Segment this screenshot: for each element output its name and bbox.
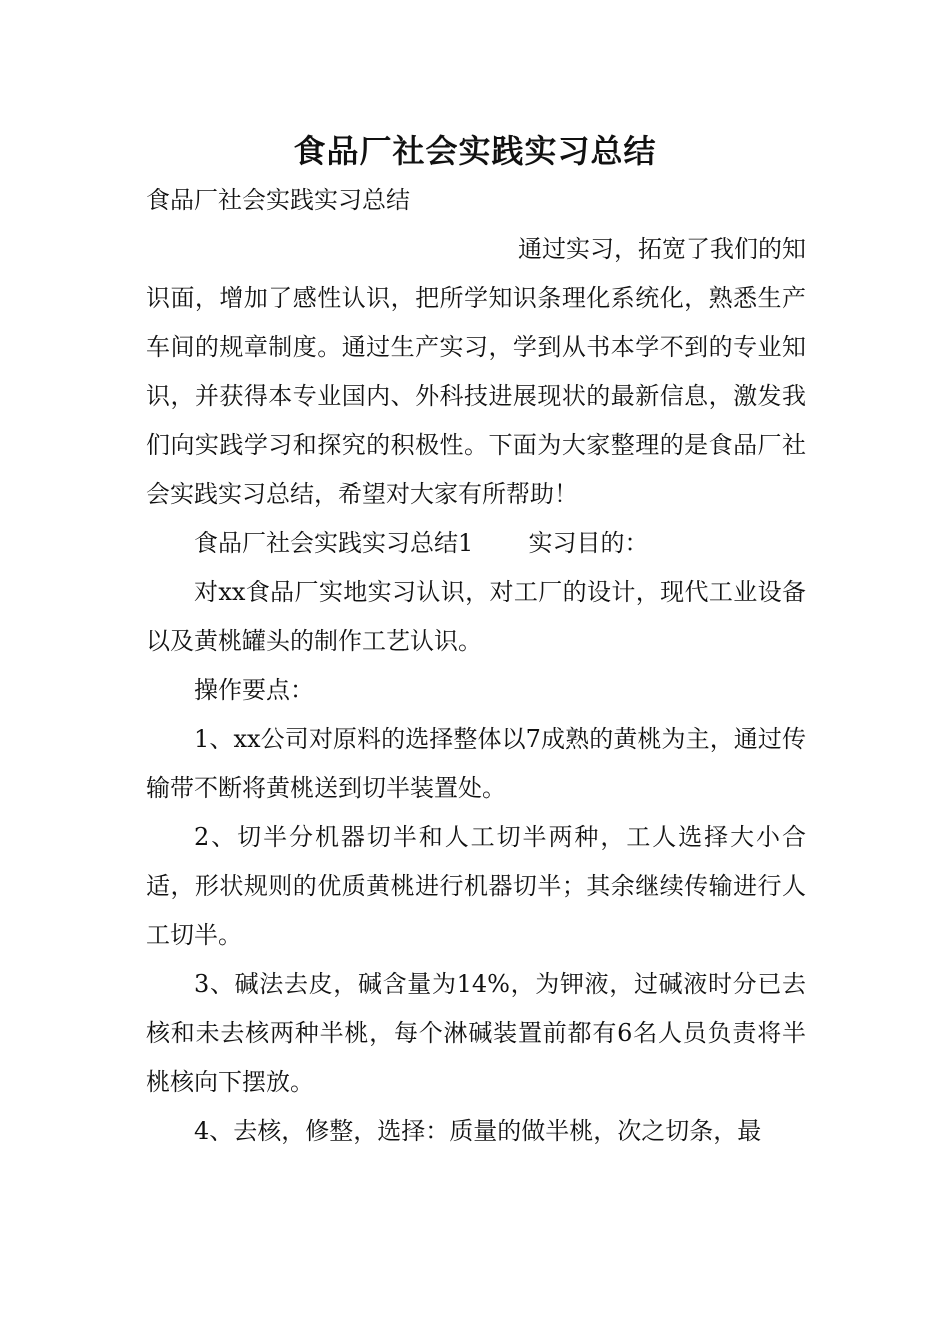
document-body xyxy=(146,176,806,1156)
point-item: 4、去核，修整，选择：质量的做半桃，次之切条，最 xyxy=(194,1117,762,1145)
section-label: 实习目的： xyxy=(528,529,649,557)
document-title: 食品厂社会实践实习总结 xyxy=(293,132,657,170)
section-heading: 食品厂社会实践实习总结1 xyxy=(194,529,474,557)
document-subtitle: 食品厂社会实践实习总结 xyxy=(146,186,410,214)
point-item: 2、切半分机器切半和人工切半两种，工人选择大小合适，形状规则的优质黄桃进行机器切半；其余继续传输进行人工切半。 xyxy=(146,823,806,949)
section-heading-line xyxy=(146,519,806,568)
point-item: 1、xx公司对原料的选择整体以7成熟的黄桃为主，通过传输带不断将黄桃送到切半装置处。 xyxy=(146,725,806,802)
point-item: 3、碱法去皮，碱含量为14%，为钾液，过碱液时分已去核和未去核两种半桃，每个淋碱装置前都有6名人员负责将半桃核向下摆放。 xyxy=(146,970,806,1096)
purpose-paragraph: 对xx食品厂实地实习认识，对工厂的设计，现代工业设备以及黄桃罐头的制作工艺认识。 xyxy=(146,578,806,655)
points-heading: 操作要点： xyxy=(194,676,314,704)
intro-paragraph: 通过实习，拓宽了我们的知识面，增加了感性认识，把所学知识条理化系统化，熟悉生产车间的规章制度。通过生产实习，学到从书本学不到的专业知识，并获得本专业国内、外科技进展现状的最新信息，激发我们向实践学习和探究的积极性。下面为大家整理的是食品厂社会实践实习总结，希望对大家有所帮助！ xyxy=(146,235,806,508)
